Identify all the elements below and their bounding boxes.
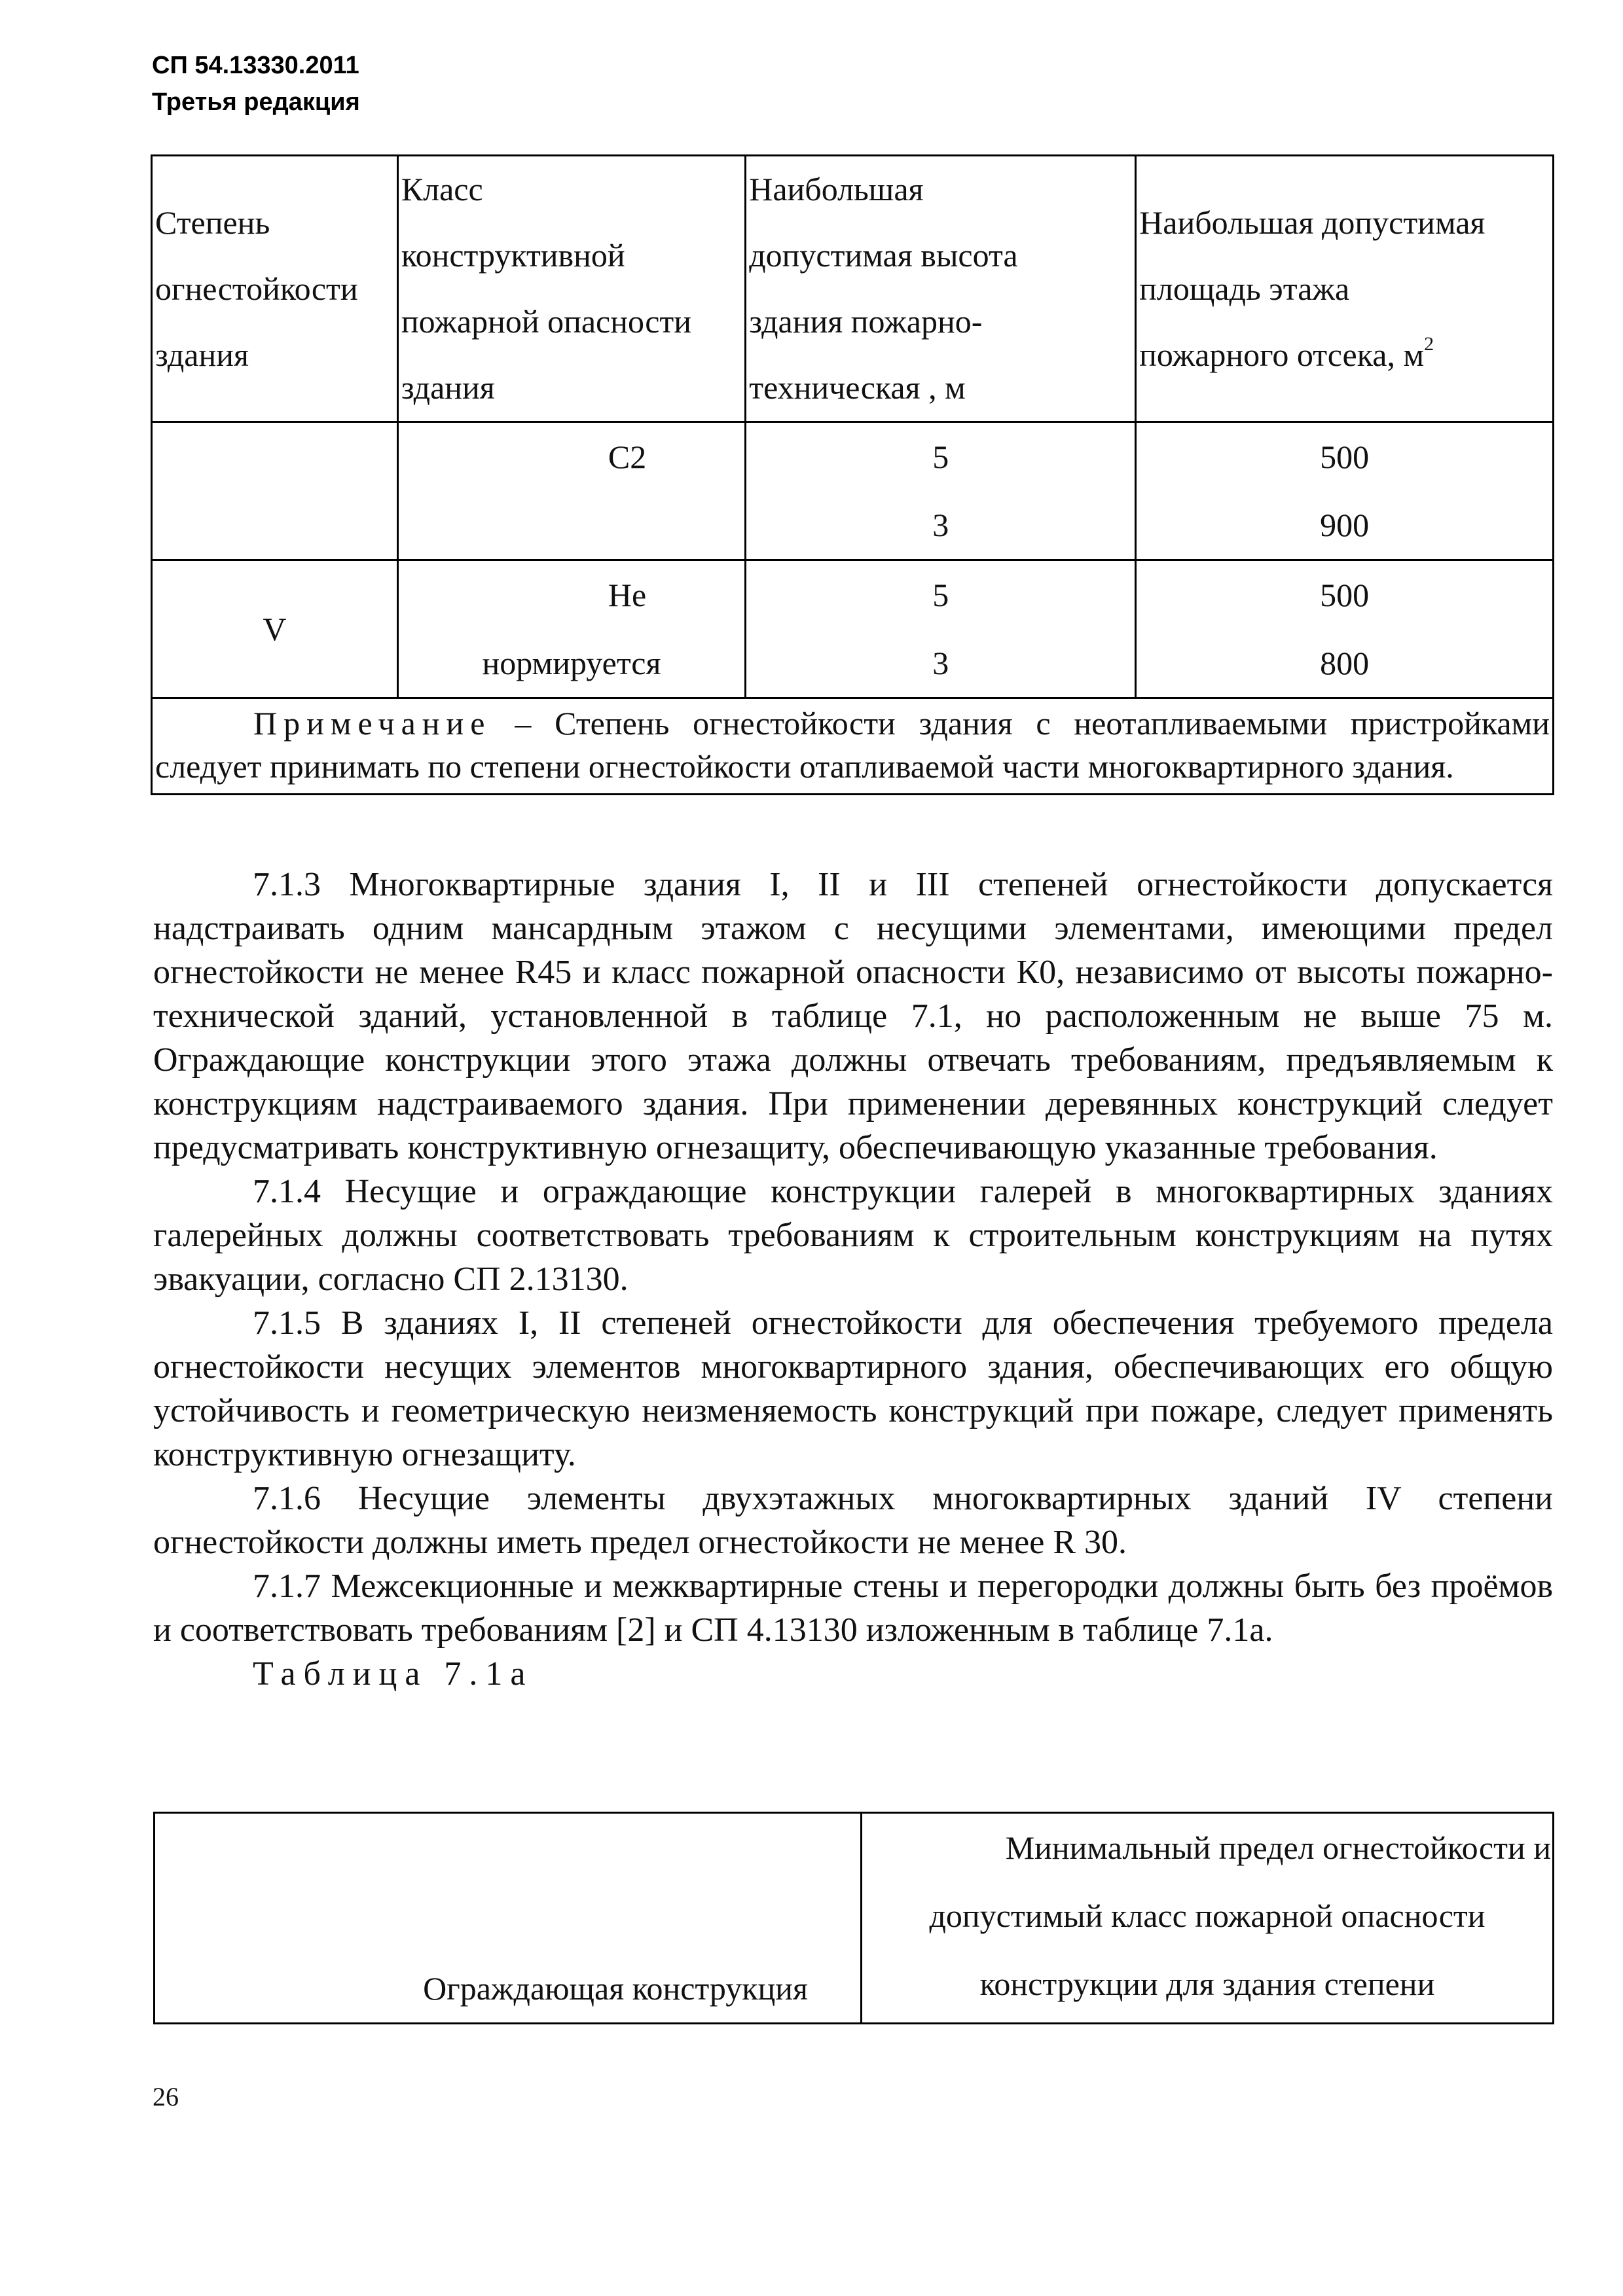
header-cell-enclosure: Ограждающая конструкция — [155, 1813, 862, 2024]
note-label: Примечание — [253, 705, 492, 742]
area-cell: 900 — [1136, 491, 1554, 560]
table-header-row — [155, 1813, 1554, 2024]
table-note-row — [152, 698, 1554, 795]
grade-cell — [152, 422, 398, 560]
table-note — [152, 698, 1554, 795]
table-header-row — [152, 156, 1554, 422]
paragraph-7-1-5: 7.1.5 В зданиях I, II степеней огнестойкости для обеспечения требуемого предела огнестойкости несущих элементов многоквартирного здания, обеспечивающих его общую устойчивость и геометрическую неизменяемость конструкций при пожаре, следует применять конструктивную огнезащиту. — [153, 1304, 1553, 1473]
area-cell: 500 — [1136, 422, 1554, 492]
class-cell: С2 — [397, 422, 745, 492]
note-text: – Степень огнестойкости здания с неотапливаемыми пристройками следует принимать по степени огнестойкости отапливаемой части многоквартирного здания. — [155, 705, 1550, 785]
standard-code: СП 54.13330.2011 — [152, 52, 359, 79]
class-cell-empty — [397, 491, 745, 560]
body-text — [153, 863, 1553, 1696]
height-cell: 3 — [746, 491, 1136, 560]
page-number: 26 — [153, 2082, 179, 2111]
area-cell: 500 — [1136, 560, 1554, 630]
area-cell: 800 — [1136, 629, 1554, 698]
table-row — [152, 422, 1554, 492]
header-cell-height: Наибольшая допустимая высота здания пожарно- техническая , м — [746, 156, 1136, 422]
height-cell: 5 — [746, 560, 1136, 630]
header-cell-min-fire-resistance: Минимальный предел огнестойкости и допустимый класс пожарной опасности конструкции для здания степени — [862, 1813, 1554, 2024]
header-cell-class: Класс конструктивной пожарной опасности здания — [397, 156, 745, 422]
table-7-1a — [153, 1812, 1554, 2024]
height-cell: 3 — [746, 629, 1136, 698]
document-header — [152, 47, 360, 120]
class-cell: Не — [397, 560, 745, 630]
table-7-1-continuation — [151, 154, 1554, 795]
unit-superscript: 2 — [1424, 332, 1434, 355]
paragraph-7-1-3: 7.1.3 Многоквартирные здания I, II и III степеней огнестойкости допускается надстраивать одним мансардным этажом с несущими элементами, имеющими предел огнестойкости не менее R45 и класс пожарной опасности К0, независимо от высоты пожарно-технической зданий, установленной в таблице 7.1, но расположенным не выше 75 м. Ограждающие конструкции этого этажа должны отвечать требованиям, предъявляемым к конструкциям надстраиваемого здания. При применении деревянных конструкций следует предусматривать конструктивную огнезащиту, обеспечивающую указанные требования. — [153, 866, 1553, 1166]
header-cell-grade: Степень огнестойкости здания — [152, 156, 398, 422]
edition-label: Третья редакция — [152, 88, 360, 116]
paragraph-7-1-4: 7.1.4 Несущие и ограждающие конструкции галерей в многоквартирных зданиях галерейных должны соответствовать требованиям к строительным конструкциям на путях эвакуации, согласно СП 2.13130. — [153, 1173, 1553, 1298]
class-cell: нормируется — [397, 629, 745, 698]
table-row — [152, 560, 1554, 630]
paragraph-7-1-6: 7.1.6 Несущие элементы двухэтажных многоквартирных зданий IV степени огнестойкости должны иметь предел огнестойкости не менее R 30. — [153, 1480, 1553, 1561]
height-cell: 5 — [746, 422, 1136, 492]
paragraph-7-1-7: 7.1.7 Межсекционные и межквартирные стены и перегородки должны быть без проёмов и соответствовать требованиям [2] и СП 4.13130 изложенным в таблице 7.1а. — [153, 1568, 1553, 1649]
grade-cell: V — [152, 560, 398, 698]
header-cell-area: Наибольшая допустимая площадь этажа пожарного отсека, $м^2$ — [1136, 156, 1554, 422]
table-caption: Таблица 7.1а — [253, 1655, 534, 1693]
